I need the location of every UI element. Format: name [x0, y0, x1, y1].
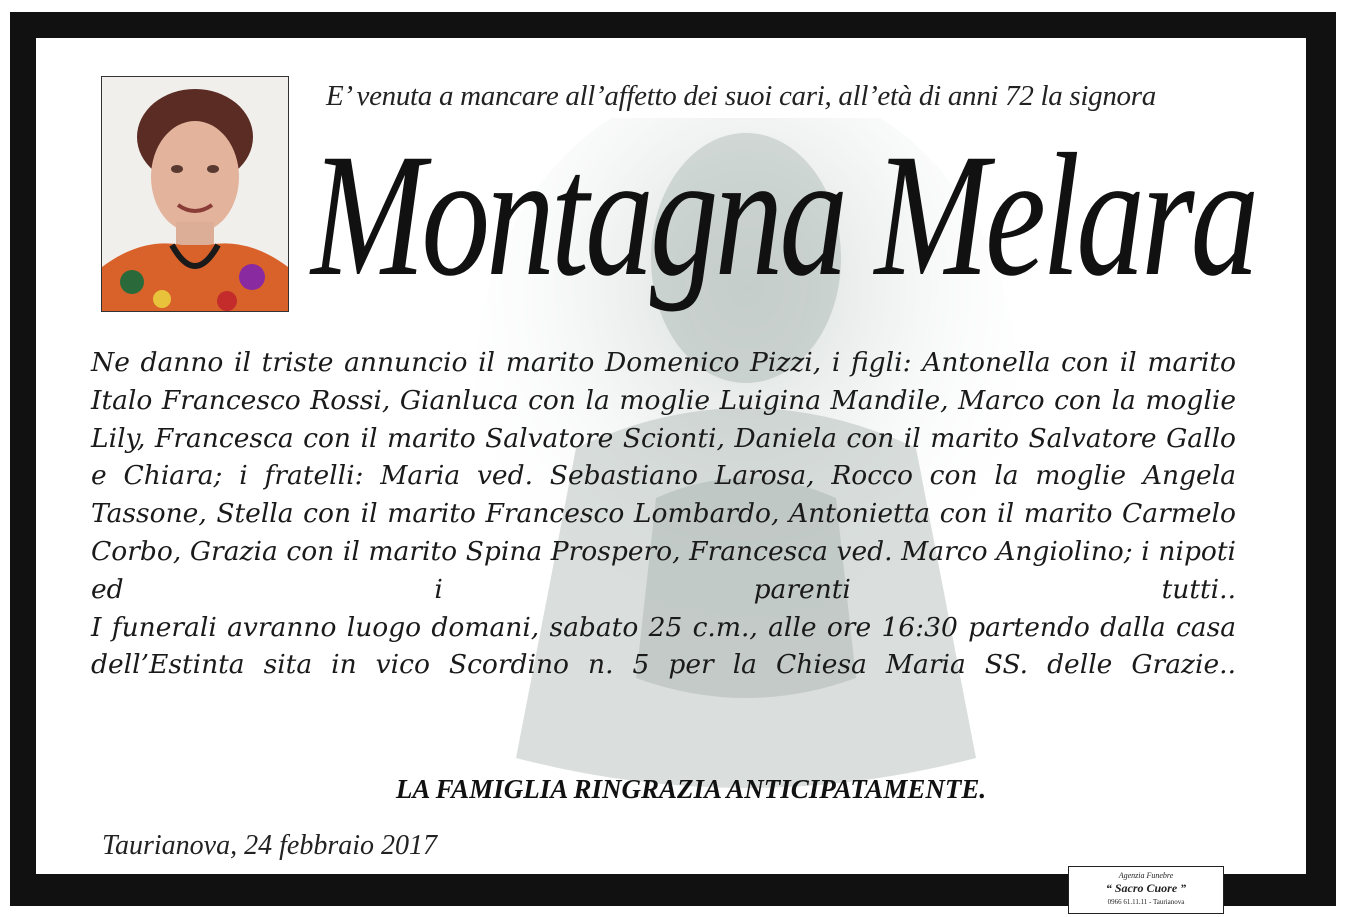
portrait-image [102, 77, 288, 311]
relatives-text: Ne danno il triste annuncio il marito Domenico Pizzi, i figli: Antonella con il marito Italo Francesco Rossi, Gianluca con la moglie Luigina Mandile, Marco con la moglie Lily, Francesca con il marito Salvatore Scionti, Daniela con il marito Salvatore Gallo e Chiara; i fratelli: Maria ved. Sebastiano Larosa, Rocco con la moglie Angela Tassone, Stella con il marito Francesco Lombardo, Antonietta con il marito Carmelo Corbo, Grazia con il marito Spina Prospero, Francesca ved. Marco Angiolino; i nipoti ed i parenti tutti. [91, 347, 1236, 605]
family-thanks: LA FAMIGLIA RINGRAZIA ANTICIPATAMENTE. [395, 774, 987, 804]
agency-phone: 0966 61.11.11 - Taurianova [1107, 898, 1185, 906]
deceased-name: Montagna Melara [311, 118, 1256, 313]
funeral-paragraph [91, 609, 1236, 685]
funeral-text: I funerali avranno luogo domani, sabato 25 c.m., alle ore 16:30 partendo dalla casa dell’Estinta sita in vico Scordino n. 5 per la Chiesa Maria SS. delle Grazie. [91, 611, 1236, 681]
intro-sentence: E’ venuta a mancare all’affetto dei suoi cari, all’età di anni 72 la signora [326, 80, 1156, 112]
agency-name: “ Sacro Cuore ” [1105, 881, 1187, 895]
funeral-agency-logo [1068, 866, 1224, 914]
notice-panel [36, 38, 1306, 874]
trailing-dot: . [1227, 573, 1236, 605]
announcement-body [91, 344, 1236, 684]
trailing-dot: . [1227, 649, 1236, 681]
place-and-date: Taurianova, 24 febbraio 2017 [102, 830, 437, 861]
relatives-paragraph [91, 344, 1236, 609]
agency-label: Agenzia Funebre [1118, 871, 1174, 880]
deceased-photo [101, 76, 289, 312]
